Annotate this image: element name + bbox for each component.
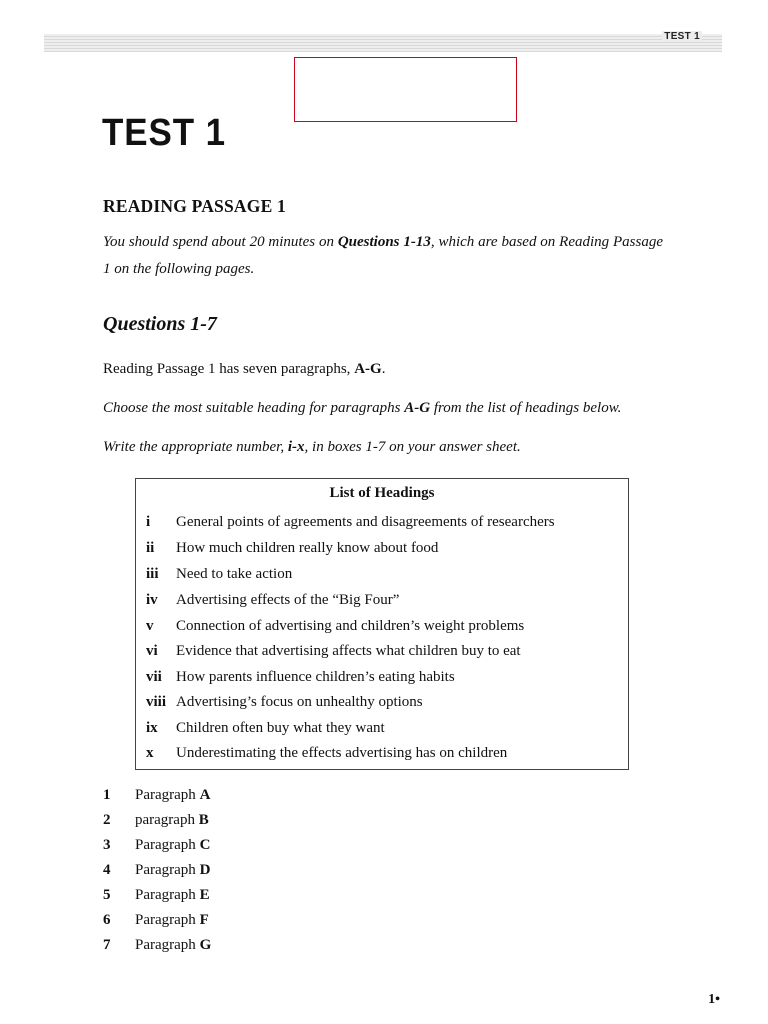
line3-bold: i-x: [287, 439, 305, 455]
page-number: 1•: [708, 992, 720, 1007]
paragraph-label: Paragraph: [135, 937, 200, 953]
answer-row: [103, 912, 209, 929]
heading-number: ix: [146, 720, 158, 736]
heading-text: How parents influence children’s eating habits: [176, 669, 455, 685]
line2-text: Choose the most suitable heading for paragraphs: [103, 400, 405, 416]
paragraph-label: Paragraph: [135, 837, 200, 853]
question-number: 5: [103, 887, 111, 903]
instructions-bold: Questions 1-13: [337, 234, 431, 250]
paragraph-letter: D: [199, 862, 211, 878]
question-number: 6: [103, 912, 111, 928]
instructions: [103, 229, 663, 283]
paragraph-label: Paragraph: [135, 787, 200, 803]
question-number: 1: [103, 787, 111, 803]
questions-title: Questions 1-7: [103, 313, 217, 335]
line2-bold: A-G: [404, 400, 431, 416]
heading-text: Advertising effects of the “Big Four”: [176, 592, 400, 608]
list-of-headings-title: List of Headings: [329, 485, 435, 501]
paragraph-letter: F: [199, 912, 209, 928]
question-number: 7: [103, 937, 111, 953]
paragraph-letter: G: [199, 937, 212, 953]
heading-number: i: [146, 514, 151, 530]
question-number: 2: [103, 812, 111, 828]
heading-text: Underestimating the effects advertising has on children: [176, 745, 508, 761]
heading-number: v: [146, 618, 154, 634]
line3-end: , in boxes 1-7 on your answer sheet.: [304, 439, 521, 455]
paragraph-letter: C: [199, 837, 211, 853]
instructions-part2: , which are based on Reading Passage 1 on the following pages.: [103, 234, 664, 277]
heading-number: viii: [146, 694, 167, 710]
header-strip: [44, 34, 722, 52]
list-of-headings-box: [135, 478, 629, 770]
heading-item: [146, 618, 524, 635]
heading-item: [146, 540, 438, 557]
line1-bold: A-G: [354, 361, 382, 377]
highlight-box: [294, 57, 517, 122]
heading-item: [146, 514, 555, 531]
answer-row: [103, 937, 211, 954]
paragraph-label: Paragraph: [135, 912, 200, 928]
answer-row: [103, 887, 210, 904]
heading-number: iii: [146, 566, 159, 582]
question-number: 4: [103, 862, 111, 878]
instruction-line-1: [103, 361, 385, 378]
line3-text: Write the appropriate number,: [103, 439, 288, 455]
paragraph-letter: E: [199, 887, 210, 903]
heading-item: [146, 745, 507, 762]
instructions-part1: You should spend about 20 minutes on: [103, 234, 338, 250]
heading-item: [146, 643, 521, 660]
heading-number: vii: [146, 669, 162, 685]
heading-text: Need to take action: [176, 566, 293, 582]
paragraph-letter: A: [199, 787, 211, 803]
line1-end: .: [381, 361, 386, 377]
heading-item: [146, 566, 292, 583]
heading-number: iv: [146, 592, 158, 608]
answer-row: [103, 787, 210, 804]
paragraph-label: paragraph: [135, 812, 199, 828]
answer-row: [103, 812, 209, 829]
heading-number: vi: [146, 643, 158, 659]
heading-text: General points of agreements and disagreements of researchers: [176, 514, 555, 530]
heading-item: [146, 720, 385, 737]
line2-end: from the list of headings below.: [430, 400, 622, 416]
paragraph-label: Paragraph: [135, 862, 200, 878]
heading-number: x: [146, 745, 154, 761]
passage-title: READING PASSAGE 1: [103, 196, 286, 216]
paragraph-label: Paragraph: [135, 887, 200, 903]
heading-text: Advertising’s focus on unhealthy options: [176, 694, 423, 710]
test-title: TEST 1: [102, 112, 227, 154]
heading-text: Evidence that advertising affects what children buy to eat: [176, 643, 521, 659]
answer-row: [103, 862, 210, 879]
heading-text: How much children really know about food: [176, 540, 439, 556]
heading-number: ii: [146, 540, 155, 556]
answer-row: [103, 837, 210, 854]
line1-text: Reading Passage 1 has seven paragraphs,: [103, 361, 355, 377]
heading-item: [146, 669, 455, 686]
instruction-line-3: [103, 439, 521, 456]
instruction-line-2: [103, 400, 621, 417]
question-number: 3: [103, 837, 111, 853]
heading-text: Children often buy what they want: [176, 720, 385, 736]
heading-text: Connection of advertising and children’s weight problems: [176, 618, 525, 634]
heading-item: [146, 694, 423, 711]
running-header: TEST 1: [664, 31, 700, 42]
paragraph-letter: B: [198, 812, 209, 828]
heading-item: [146, 592, 399, 609]
